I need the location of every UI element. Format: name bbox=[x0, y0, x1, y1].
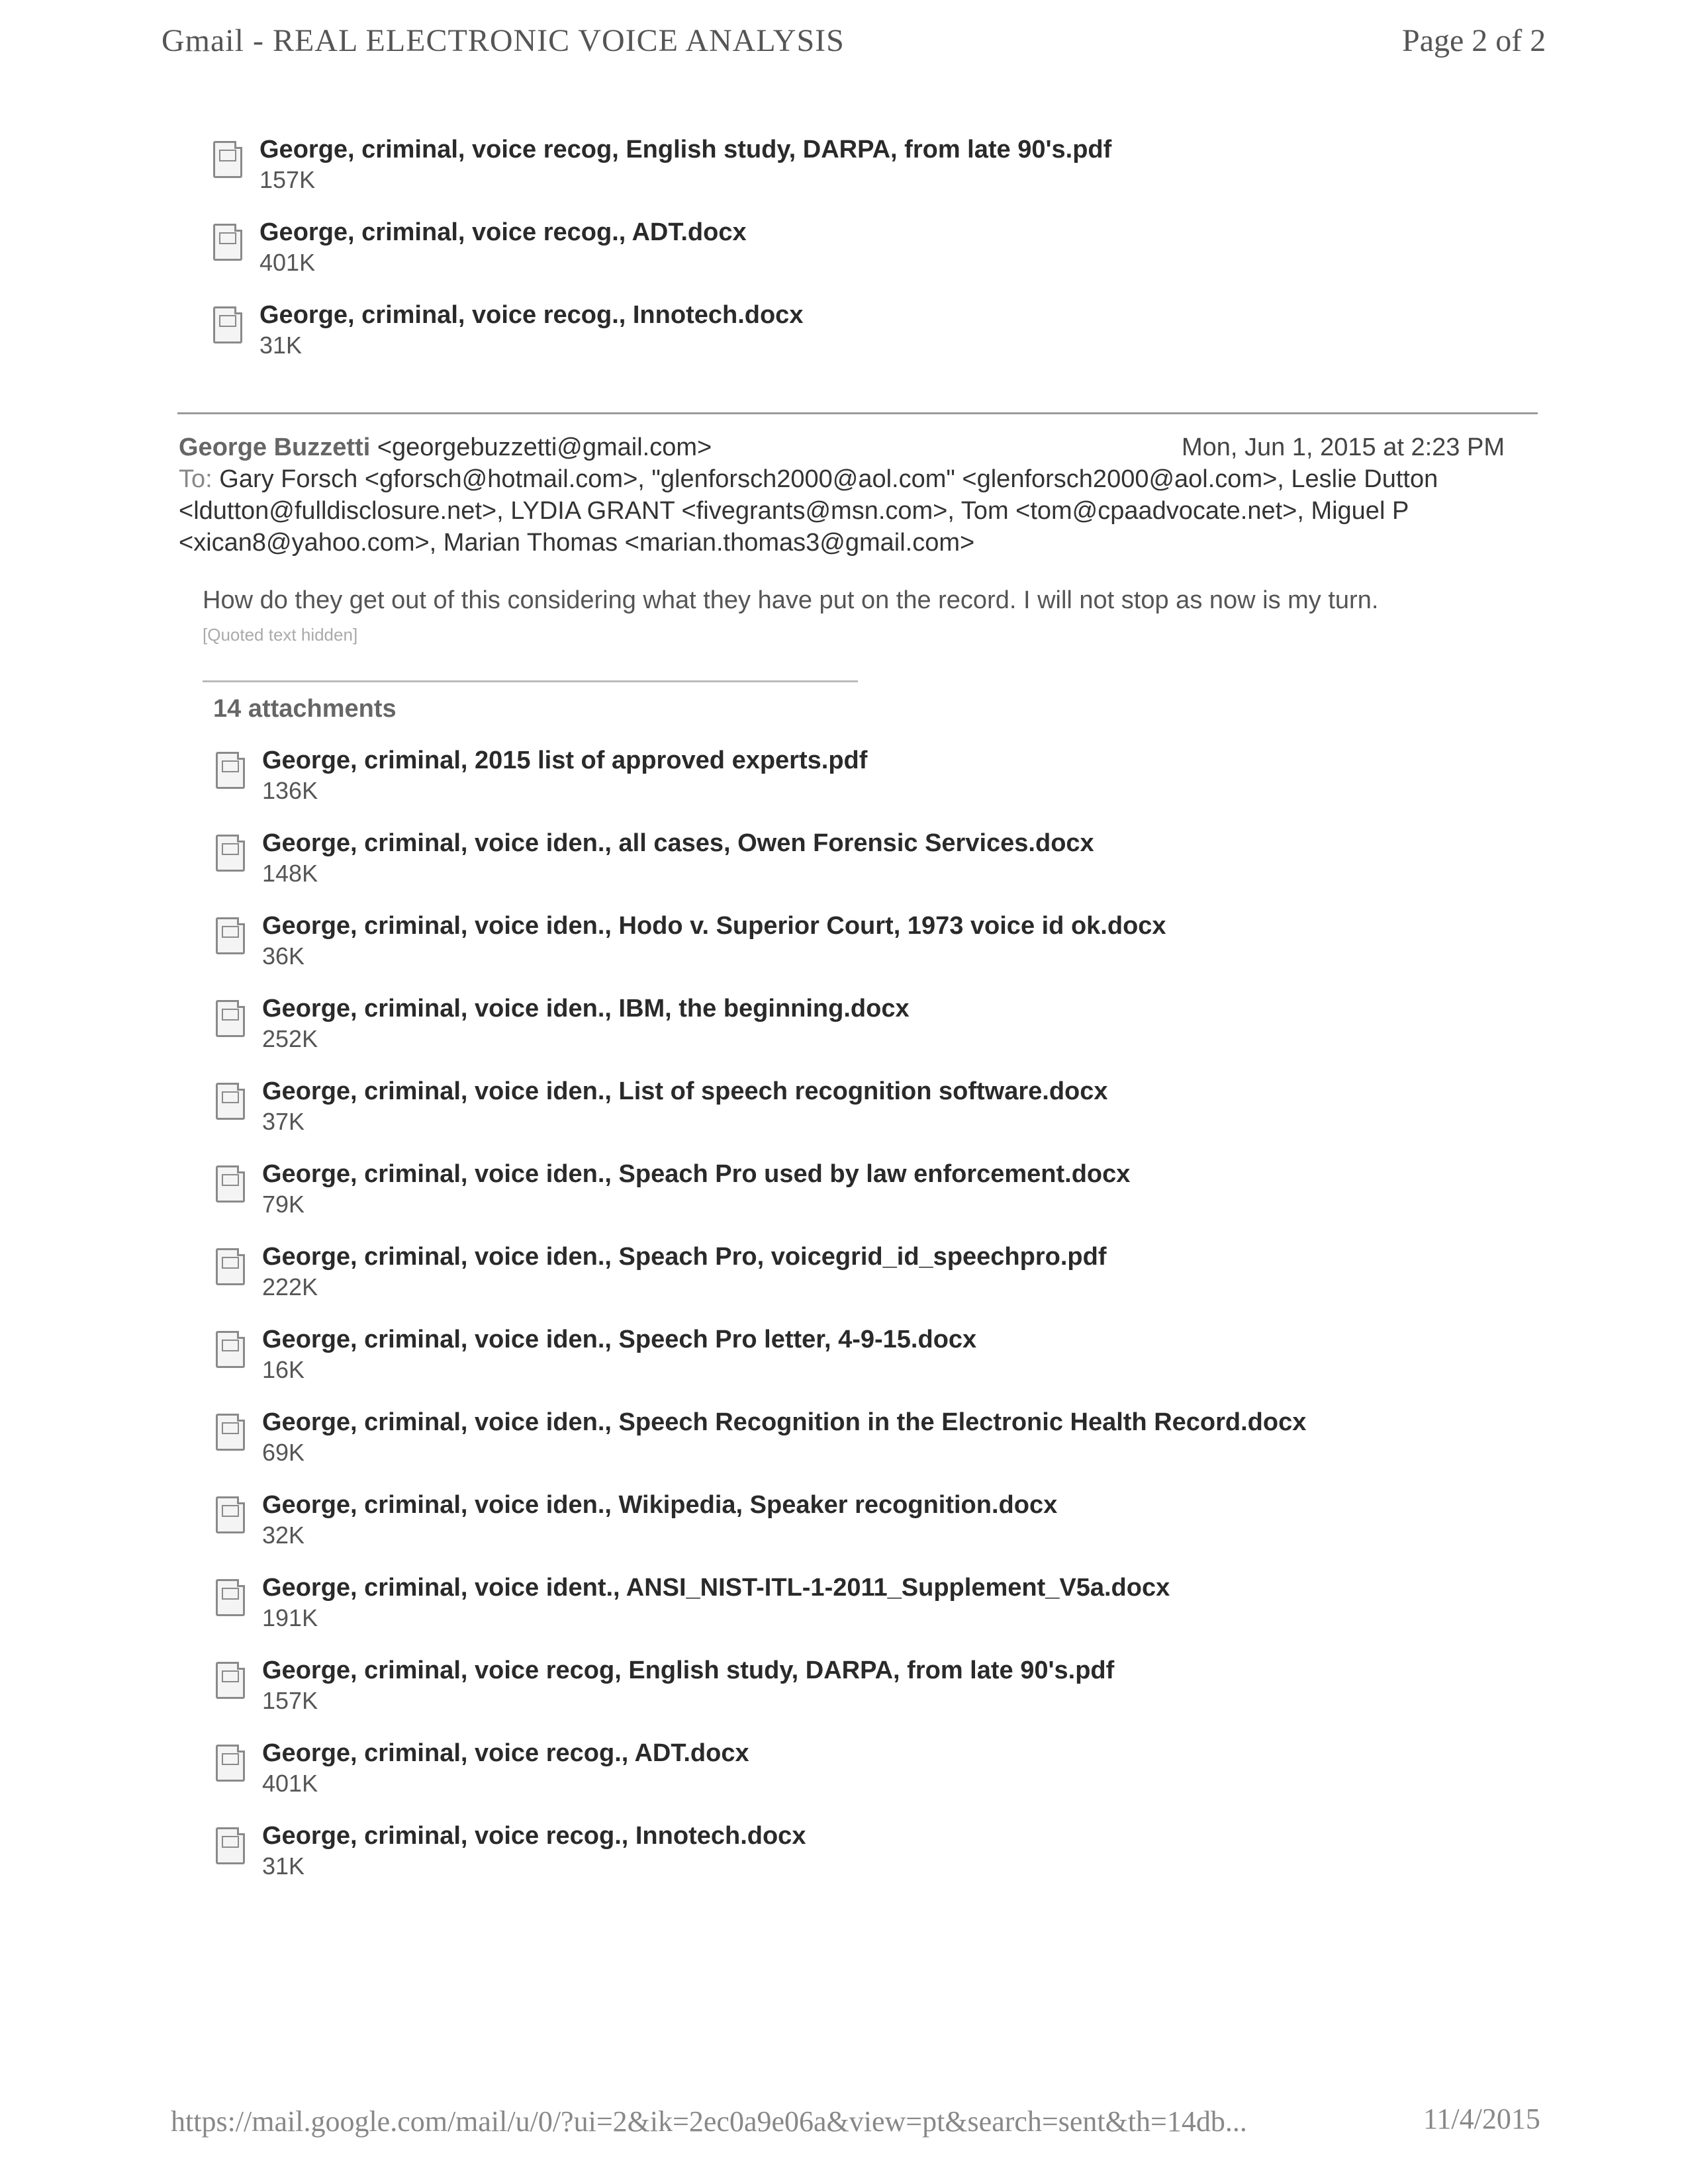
attachment-size: 31K bbox=[259, 332, 303, 359]
to-label: To: bbox=[179, 465, 212, 493]
pdf-file-icon bbox=[216, 1248, 245, 1285]
attachment-name[interactable]: George, criminal, voice recog., Innotech.docx bbox=[262, 1822, 806, 1850]
attachment-item[interactable] bbox=[216, 1491, 1474, 1564]
quoted-text-toggle[interactable]: [Quoted text hidden] bbox=[203, 625, 358, 645]
message-date: Mon, Jun 1, 2015 at 2:23 PM bbox=[1182, 433, 1505, 461]
attachment-name[interactable]: George, criminal, voice recog, English study, DARPA, from late 90's.pdf bbox=[259, 136, 1112, 163]
sender-name: George Buzzetti bbox=[179, 433, 371, 461]
attachment-size: 401K bbox=[259, 249, 316, 276]
attachment-name[interactable]: George, criminal, voice ident., ANSI_NIST-ITL-1-2011_Supplement_V5a.docx bbox=[262, 1574, 1170, 1602]
print-footer-url: https://mail.google.com/mail/u/0/?ui=2&ik=2ec0a9e06a&view=pt&search=sent&th=14db... bbox=[171, 2105, 1247, 2138]
attachment-size: 148K bbox=[262, 860, 318, 887]
attachment-item[interactable] bbox=[216, 1326, 1474, 1398]
attachment-size: 16K bbox=[262, 1356, 305, 1383]
attachment-size: 157K bbox=[259, 166, 316, 193]
message-body: How do they get out of this considering what they have put on the record. I will not stop as now is my turn. bbox=[203, 586, 1379, 614]
attachment-name[interactable]: George, criminal, voice iden., IBM, the beginning.docx bbox=[262, 995, 910, 1023]
attachment-size: 252K bbox=[262, 1025, 318, 1052]
attachment-name[interactable]: George, criminal, voice iden., Wikipedia, Speaker recognition.docx bbox=[262, 1491, 1058, 1519]
attachment-size: 37K bbox=[262, 1108, 305, 1135]
attachment-size: 157K bbox=[262, 1687, 318, 1714]
word-file-icon bbox=[213, 224, 242, 261]
sender-email[interactable]: <georgebuzzetti@gmail.com> bbox=[377, 433, 712, 461]
message-divider bbox=[177, 412, 1538, 414]
attachment-item[interactable] bbox=[216, 1739, 1474, 1812]
pdf-file-icon bbox=[213, 141, 242, 178]
word-file-icon bbox=[216, 917, 245, 954]
attachment-name[interactable]: George, criminal, voice iden., Speach Pro, voicegrid_id_speechpro.pdf bbox=[262, 1243, 1107, 1271]
word-file-icon bbox=[216, 1496, 245, 1533]
attachment-item[interactable] bbox=[216, 747, 1474, 819]
attachment-size: 32K bbox=[262, 1522, 305, 1549]
recipients-list: Gary Forsch <gforsch@hotmail.com>, "glenforsch2000@aol.com" <glenforsch2000@aol.com>, Leslie Dutton <ldutton@fulldisclosure.net>, LYDIA GRANT <fivegrants@msn.com>, Tom <tom@cpaadvocate.net>, Miguel P <xican8@yahoo.com>, Marian Thomas <marian.thomas3@gmail.com> bbox=[179, 465, 1438, 557]
word-file-icon bbox=[216, 1827, 245, 1864]
attachment-name[interactable]: George, criminal, voice recog., Innotech.docx bbox=[259, 301, 804, 329]
attachment-size: 136K bbox=[262, 777, 318, 804]
attachment-item[interactable] bbox=[213, 301, 1471, 374]
attachment-name[interactable]: George, criminal, voice iden., Speech Recognition in the Electronic Health Record.docx bbox=[262, 1408, 1307, 1436]
attachment-item[interactable] bbox=[216, 1822, 1474, 1895]
attachment-item[interactable] bbox=[216, 995, 1474, 1068]
word-file-icon bbox=[216, 1745, 245, 1782]
attachment-size: 191K bbox=[262, 1604, 318, 1631]
attachment-name[interactable]: George, criminal, voice iden., Hodo v. Superior Court, 1973 voice id ok.docx bbox=[262, 912, 1166, 940]
pdf-file-icon bbox=[216, 1662, 245, 1699]
word-file-icon bbox=[216, 1579, 245, 1616]
attachments-divider bbox=[203, 680, 858, 682]
attachment-name[interactable]: George, criminal, voice recog, English study, DARPA, from late 90's.pdf bbox=[262, 1657, 1115, 1684]
word-file-icon bbox=[216, 1165, 245, 1203]
attachment-name[interactable]: George, criminal, voice iden., Speech Pro letter, 4-9-15.docx bbox=[262, 1326, 977, 1353]
attachment-size: 79K bbox=[262, 1191, 305, 1218]
attachment-item[interactable] bbox=[213, 218, 1471, 291]
attachment-size: 69K bbox=[262, 1439, 305, 1466]
attachment-item[interactable] bbox=[216, 1657, 1474, 1729]
print-footer-date: 11/4/2015 bbox=[1423, 2103, 1540, 2135]
attachment-name[interactable]: George, criminal, voice iden., Speach Pro used by law enforcement.docx bbox=[262, 1160, 1131, 1188]
attachment-item[interactable] bbox=[216, 1243, 1474, 1316]
attachment-item[interactable] bbox=[216, 912, 1474, 985]
attachment-name[interactable]: George, criminal, voice recog., ADT.docx bbox=[262, 1739, 749, 1767]
word-file-icon bbox=[216, 1331, 245, 1368]
attachment-size: 401K bbox=[262, 1770, 318, 1797]
attachment-size: 36K bbox=[262, 942, 305, 970]
attachment-name[interactable]: George, criminal, voice iden., List of speech recognition software.docx bbox=[262, 1077, 1108, 1105]
attachment-item[interactable] bbox=[216, 1160, 1474, 1233]
attachment-item[interactable] bbox=[216, 1574, 1474, 1647]
sender bbox=[179, 433, 712, 462]
print-header-title: Gmail - REAL ELECTRONIC VOICE ANALYSIS bbox=[162, 23, 845, 58]
attachment-item[interactable] bbox=[213, 136, 1471, 208]
attachment-name[interactable]: George, criminal, voice iden., all cases, Owen Forensic Services.docx bbox=[262, 829, 1094, 857]
attachment-name[interactable]: George, criminal, 2015 list of approved experts.pdf bbox=[262, 747, 868, 774]
attachment-size: 31K bbox=[262, 1852, 305, 1880]
attachment-count: 14 attachments bbox=[213, 695, 397, 723]
attachment-size: 222K bbox=[262, 1273, 318, 1300]
attachment-item[interactable] bbox=[216, 829, 1474, 902]
attachment-name[interactable]: George, criminal, voice recog., ADT.docx bbox=[259, 218, 747, 246]
word-file-icon bbox=[216, 1000, 245, 1037]
attachment-item[interactable] bbox=[216, 1408, 1474, 1481]
recipients-line bbox=[179, 463, 1536, 559]
word-file-icon bbox=[216, 1414, 245, 1451]
attachment-item[interactable] bbox=[216, 1077, 1474, 1150]
word-file-icon bbox=[216, 835, 245, 872]
print-page-number: Page 2 of 2 bbox=[1402, 23, 1546, 58]
pdf-file-icon bbox=[216, 752, 245, 789]
word-file-icon bbox=[216, 1083, 245, 1120]
word-file-icon bbox=[213, 306, 242, 343]
